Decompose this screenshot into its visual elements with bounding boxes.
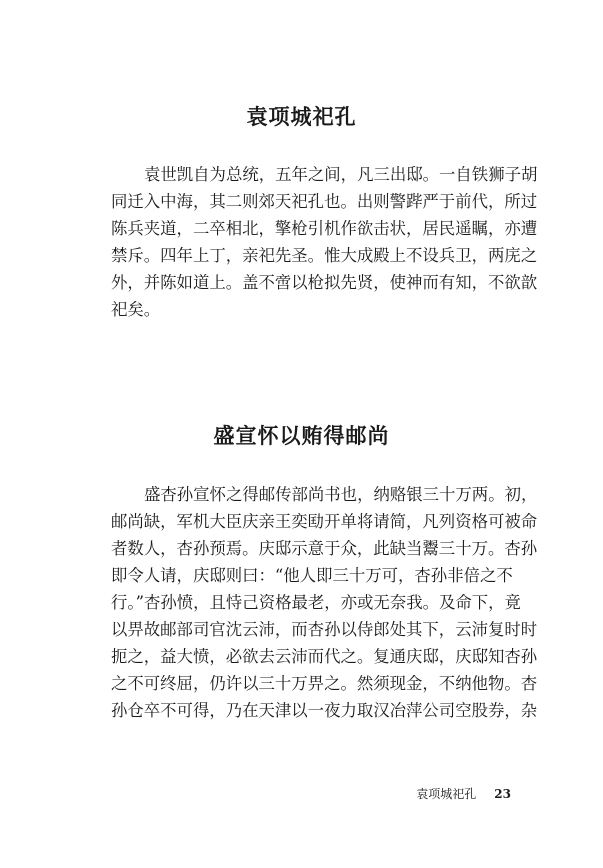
paragraph-line: 行。”杏孙愤，且恃己资格最老，亦或无奈我。及命下，竟 <box>111 593 521 612</box>
paragraph-line: 之不可终屈，仍许以三十万畀之。然须现金，不纳他物。杏 <box>111 674 538 693</box>
page-footer <box>416 786 511 802</box>
section-title-yuan: 袁项城祀孔 <box>246 104 357 129</box>
paragraph-line: 以畀故邮部司官沈云沛，而杏孙以侍郎处其下，云沛复时时 <box>111 620 538 639</box>
paragraph-line: 陈兵夹道，二卒相北，擎枪引机作欲击状，居民遥瞩，亦遭 <box>111 219 538 238</box>
paragraph-line: 即令人请，庆邸则曰：“他人即三十万可，杏孙非倍之不 <box>111 566 513 585</box>
section-title-sheng: 盛宣怀以贿得邮尚 <box>213 423 390 448</box>
paragraph-line: 邮尚缺，军机大臣庆亲王奕劻开单将请简，凡列资格可被命 <box>111 512 538 531</box>
page-number: 23 <box>494 787 511 801</box>
paragraph-line: 祀矣。 <box>111 300 161 319</box>
paragraph-line: 者数人，杏孙预焉。庆邸示意于众，此缺当鬻三十万。杏孙 <box>111 539 538 558</box>
paragraph-line: 禁斥。四年上丁，亲祀先圣。惟大成殿上不设兵卫，两庑之 <box>111 246 538 265</box>
paragraph-line: 孙仓卒不可得，乃在天津以一夜力取汉冶萍公司空股券，杂 <box>111 701 538 720</box>
paragraph-line: 盛杏孙宣怀之得邮传部尚书也，纳赂银三十万两。初， <box>144 485 538 504</box>
paragraph-line: 袁世凯自为总统，五年之间，凡三出邸。一自铁狮子胡 <box>144 165 538 184</box>
paragraph-line: 同迁入中海，其二则郊天祀孔也。出则警跸严于前代，所过 <box>111 192 538 211</box>
paragraph-line: 外，并陈如道上。盖不啻以枪拟先贤，使神而有知，不欲歆 <box>111 273 538 292</box>
paragraph-line: 扼之，益大愤，必欲去云沛而代之。复通庆邸，庆邸知杏孙 <box>111 647 538 666</box>
running-title: 袁项城祀孔 <box>416 787 477 801</box>
